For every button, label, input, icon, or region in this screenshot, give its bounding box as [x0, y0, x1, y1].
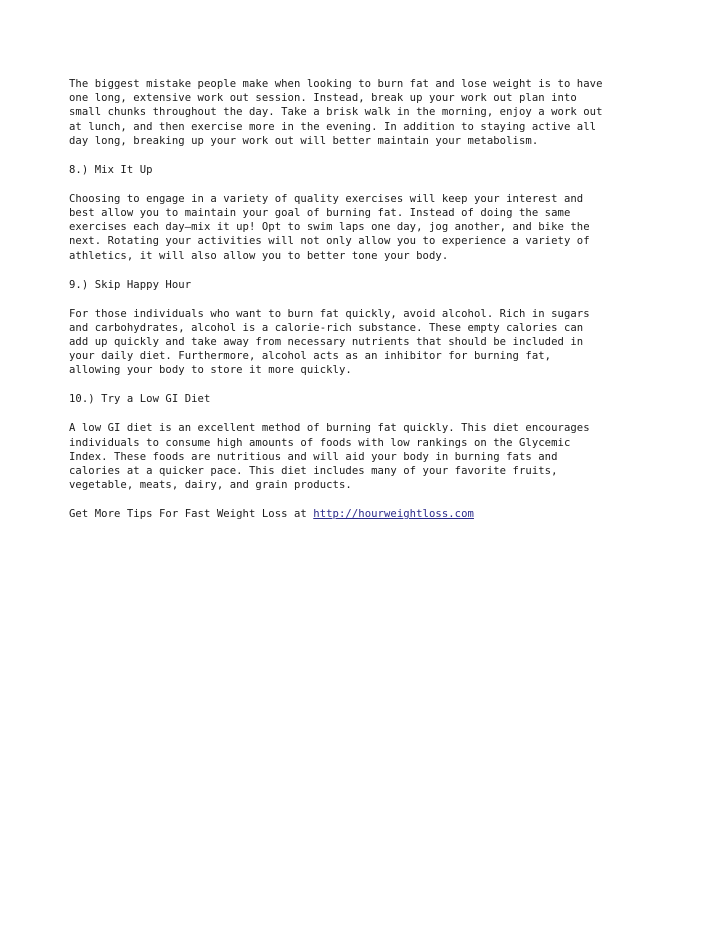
- text-line: small chunks throughout the day. Take a brisk walk in the morning, enjoy a work out: [69, 106, 603, 119]
- section-heading-low-gi-diet: 10.) Try a Low GI Diet: [69, 393, 211, 406]
- text-line: next. Rotating your activities will not only allow you to experience a variety of: [69, 235, 590, 248]
- text-line: exercises each day—mix it up! Opt to swim laps one day, jog another, and bike the: [69, 221, 590, 234]
- section-heading-mix-it-up: 8.) Mix It Up: [69, 163, 153, 176]
- text-line: best allow you to maintain your goal of burning fat. Instead of doing the same: [69, 207, 571, 220]
- intro-paragraph: [69, 77, 669, 148]
- website-link[interactable]: http://hourweightloss.com: [313, 508, 474, 521]
- text-line: individuals to consume high amounts of foods with low rankings on the Glycemic: [69, 436, 571, 449]
- document-page: [69, 77, 669, 536]
- text-line: vegetable, meats, dairy, and grain products.: [69, 479, 352, 492]
- text-line: Index. These foods are nutritious and will aid your body in burning fats and: [69, 450, 558, 463]
- footer-text: Get More Tips For Fast Weight Loss at: [69, 508, 314, 521]
- section-heading-skip-happy-hour: 9.) Skip Happy Hour: [69, 278, 192, 291]
- text-line: For those individuals who want to burn fat quickly, avoid alcohol. Rich in sugars: [69, 307, 590, 320]
- text-line: one long, extensive work out session. Instead, break up your work out plan into: [69, 92, 577, 105]
- text-line: calories at a quicker pace. This diet includes many of your favorite fruits,: [69, 465, 558, 478]
- section-paragraph-low-gi-diet: [69, 421, 669, 492]
- text-line: day long, breaking up your work out will better maintain your metabolism.: [69, 134, 539, 147]
- text-line: Choosing to engage in a variety of quality exercises will keep your interest and: [69, 192, 584, 205]
- text-line: at lunch, and then exercise more in the evening. In addition to staying active all: [69, 120, 597, 133]
- text-line: add up quickly and take away from necessary nutrients that should be included in: [69, 336, 584, 349]
- text-line: and carbohydrates, alcohol is a calorie-rich substance. These empty calories can: [69, 321, 584, 334]
- footer-line: [69, 507, 669, 521]
- text-line: your daily diet. Furthermore, alcohol acts as an inhibitor for burning fat,: [69, 350, 552, 363]
- section-paragraph-skip-happy-hour: [69, 307, 669, 378]
- section-paragraph-mix-it-up: [69, 192, 669, 263]
- text-line: allowing your body to store it more quickly.: [69, 364, 352, 377]
- text-line: The biggest mistake people make when looking to burn fat and lose weight is to have: [69, 78, 603, 90]
- text-line: A low GI diet is an excellent method of burning fat quickly. This diet encourages: [69, 422, 590, 435]
- text-line: athletics, it will also allow you to better tone your body.: [69, 249, 449, 262]
